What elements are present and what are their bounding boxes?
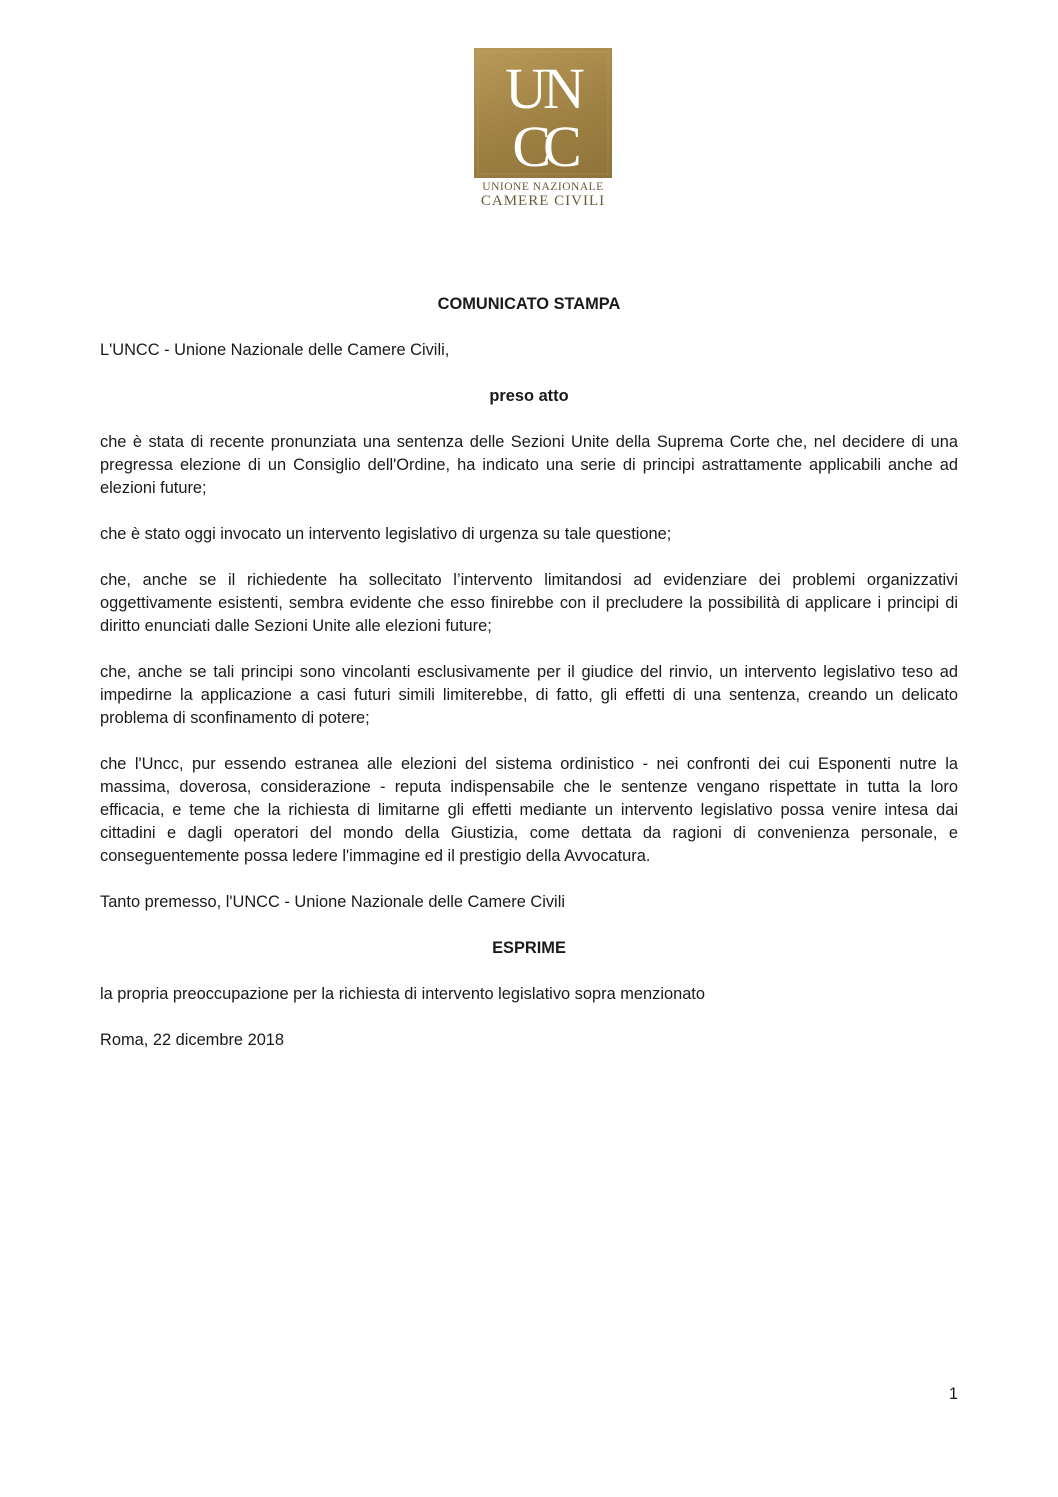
monogram-top-text: UN — [505, 56, 581, 121]
document-title: COMUNICATO STAMPA — [437, 295, 621, 313]
paragraph-5: che l'Uncc, pur essendo estranea alle elezioni del sistema ordinistico - nei confronti dei cui Esponenti nutre la massima, doverosa, considerazione - reputa indispensabile che le sentenze vengano rispettate in tutta la loro efficacia, e teme che la richiesta di limitarne gli effetti mediante un intervento legislativo possa venire intesa dai cittadini e dagli operatori del mondo della Giustizia, come dettata da ragioni di convenienza personale, e conseguentemente possa ledere l'immagine ed il prestigio della Avvocatura. — [100, 755, 958, 865]
page-number: 1 — [948, 1385, 958, 1403]
document-body — [100, 293, 958, 1052]
preso-atto-heading: preso atto — [489, 387, 569, 405]
monogram-image — [474, 48, 612, 178]
paragraph-3: che, anche se il richiedente ha sollecitato l’intervento limitandosi ad evidenziare dei problemi organizzativi oggettivamente esistenti, sembra evidente che esso finirebbe con il precludere la possibilità di applicare i principi di diritto enunciati dalle Sezioni Unite alle elezioni future; — [100, 571, 958, 635]
intro-line: L'UNCC - Unione Nazionale delle Camere Civili, — [100, 341, 450, 359]
uncc-logo — [474, 48, 612, 208]
logo-caption-line2: CAMERE CIVILI — [480, 193, 606, 209]
esprime-heading: ESPRIME — [492, 939, 566, 957]
logo-caption-line1: UNIONE NAZIONALE — [482, 181, 604, 193]
conclusion-line: la propria preoccupazione per la richiesta di intervento legislativo sopra menzionato — [100, 985, 705, 1003]
logo-monogram-box — [474, 48, 612, 178]
premise-line: Tanto premesso, l'UNCC - Unione Nazionale delle Camere Civili — [100, 893, 565, 911]
place-date: Roma, 22 dicembre 2018 — [100, 1031, 285, 1049]
paragraph-4: che, anche se tali principi sono vincolanti esclusivamente per il giudice del rinvio, un intervento legislativo teso ad impedirne la applicazione a casi futuri simili limiterebbe, di fatto, gli effetti di una sentenza, creando un delicato problema di sconfinamento di potere; — [100, 663, 958, 727]
paragraph-1: che è stata di recente pronunziata una sentenza delle Sezioni Unite della Suprema Corte che, nel decidere di una pregressa elezione di un Consiglio dell'Ordine, ha indicato una serie di principi astrattamente applicabili anche ad elezioni future; — [100, 433, 958, 497]
monogram-bottom-text: CC — [512, 114, 574, 178]
paragraph-2: che è stato oggi invocato un intervento legislativo di urgenza su tale questione; — [100, 525, 672, 543]
